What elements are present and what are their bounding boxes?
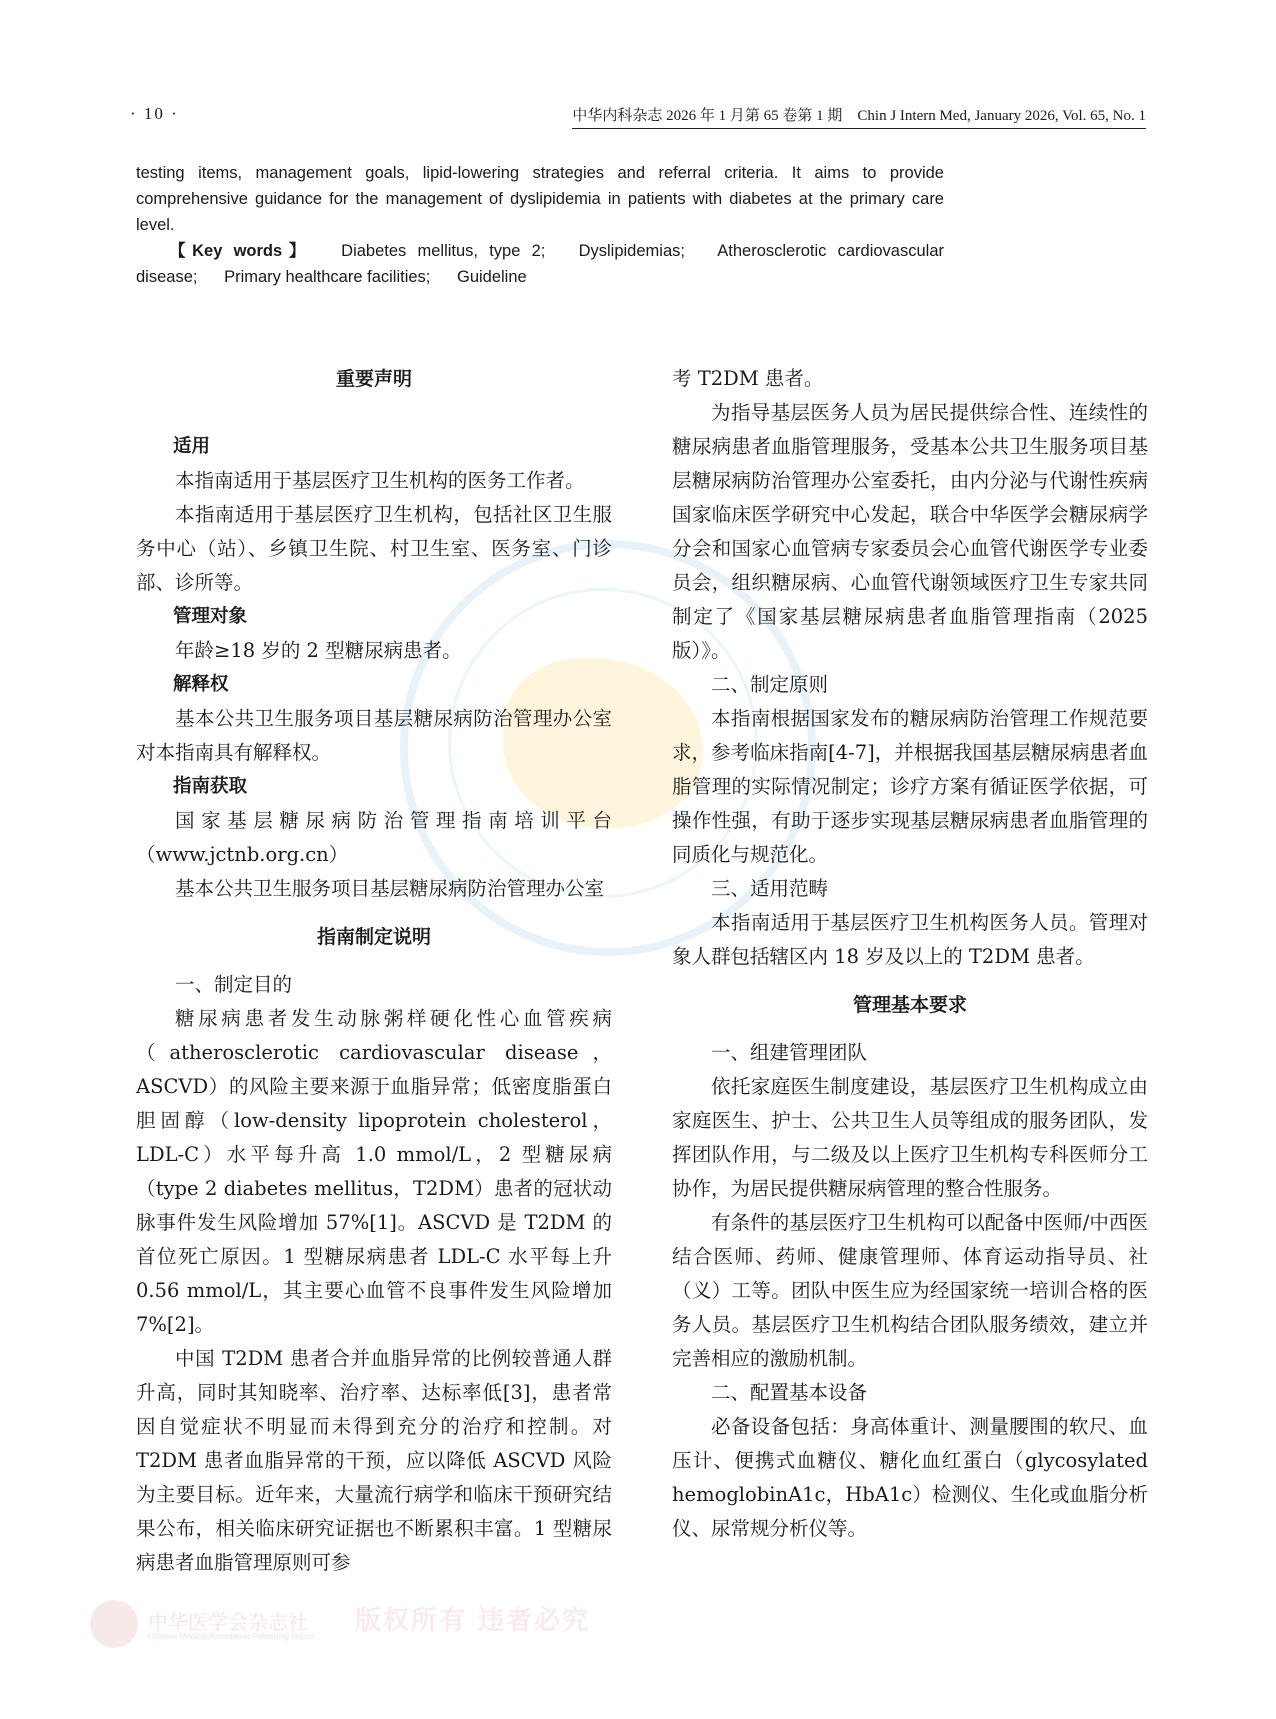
paragraph-continued: 考 T2DM 患者。: [672, 367, 824, 390]
keyword: Dyslipidemias;: [578, 242, 685, 260]
keyword: Diabetes mellitus, type 2;: [341, 242, 546, 260]
section-title-declaration: 重要声明: [335, 368, 412, 390]
paragraph: 基本公共卫生服务项目基层糖尿病防治管理办公室: [175, 877, 605, 900]
subhead-access: 指南获取: [173, 776, 248, 797]
subhead-scope: 适用: [173, 436, 211, 457]
paragraph: 本指南适用于基层医疗卫生机构，包括社区卫生服务中心（站）、乡镇卫生院、村卫生室、医务室、门诊部、诊所等。: [136, 503, 612, 594]
abstract-block: [136, 160, 944, 290]
copyright-watermark: 版权所有 违者必究: [355, 1606, 591, 1636]
paragraph: 有条件的基层医疗卫生机构可以配备中医师/中西医结合医师、药师、健康管理师、体育运动指导员、社（义）工等。团队中医生应为经国家统一培训合格的医务人员。基层医疗卫生机构结合团队服务绩效，建立并完善相应的激励机制。: [672, 1211, 1148, 1370]
paragraph: 为指导基层医务人员为居民提供综合性、连续性的糖尿病患者血脂管理服务，受基本公共卫生服务项目基层糖尿病防治管理办公室委托，由内分泌与代谢性疾病国家临床医学研究中心发起，联合中华医学会糖尿病学分会和国家心血管病专家委员会心血管代谢医学专业委员会，组织糖尿病、心血管代谢领域医疗卫生专家共同制定了《国家基层糖尿病患者血脂管理指南（2025 版）》。: [672, 401, 1148, 662]
page-header: [0, 0, 1276, 130]
keywords-line: [136, 238, 944, 290]
numbered-heading: 一、制定目的: [175, 973, 293, 996]
keywords-label: 【Key words】: [169, 242, 312, 260]
keyword: Primary healthcare facilities;: [224, 268, 431, 286]
page-number: · 10 ·: [130, 104, 179, 123]
paragraph: 基本公共卫生服务项目基层糖尿病防治管理办公室对本指南具有解释权。: [136, 707, 612, 764]
subhead-interpretation: 解释权: [173, 674, 229, 695]
section-title-basic-requirements: 管理基本要求: [852, 994, 967, 1016]
numbered-heading: 二、配置基本设备: [711, 1381, 868, 1404]
paragraph: 必备设备包括：身高体重计、测量腰围的软尺、血压计、便携式血糖仪、糖化血红蛋白（glycosylated hemoglobinA1c，HbA1c）检测仪、生化或血脂分析仪、尿常规分析仪等。: [672, 1415, 1148, 1540]
paragraph: 国家基层糖尿病防治管理指南培训平台（www.jctnb.org.cn）: [136, 809, 612, 866]
publisher-name-en: Chinese Medical Association Publishing House: [148, 1632, 315, 1641]
keyword: Guideline: [456, 268, 527, 286]
paragraph: 年龄≥18 岁的 2 型糖尿病患者。: [175, 639, 462, 662]
numbered-heading: 二、制定原则: [711, 673, 829, 696]
publisher-logo-icon: [90, 1600, 138, 1648]
paragraph: 糖尿病患者发生动脉粥样硬化性心血管疾病（atherosclerotic cardiovascular disease，ASCVD）的风险主要来源于血脂异常；低密度脂蛋白胆固醇（low-density lipoprotein cholesterol，LDL-C）水平每升高 1.0 mmol/L，2 型糖尿病（type 2 diabetes mellitus，T2DM）患者的冠状动脉事件发生风险增加 57%[1]。ASCVD 是 T2DM 的首位死亡原因。1 型糖尿病患者 LDL-C 水平每上升 0.56 mmol/L，其主要心血管不良事件发生风险增加 7%[2]。: [136, 1007, 612, 1336]
paragraph: 依托家庭医生制度建设，基层医疗卫生机构成立由家庭医生、护士、公共卫生人员等组成的服务团队，发挥团队作用，与二级及以上医疗卫生机构专科医师分工协作，为居民提供糖尿病管理的整合性服务。: [672, 1075, 1148, 1200]
paragraph: 本指南根据国家发布的糖尿病防治管理工作规范要求，参考临床指南[4-7]，并根据我国基层糖尿病患者血脂管理的实际情况制定；诊疗方案有循证医学依据，可操作性强，有助于逐步实现基层糖尿病患者血脂管理的同质化与规范化。: [672, 707, 1148, 866]
paragraph: 本指南适用于基层医疗卫生机构的医务工作者。: [175, 469, 585, 492]
keyword: Atherosclerotic cardiovascular disease;: [136, 242, 944, 286]
left-column: [136, 362, 612, 1580]
numbered-heading: 一、组建管理团队: [711, 1041, 868, 1064]
section-title-guideline-notes: 指南制定说明: [316, 926, 431, 948]
subhead-target: 管理对象: [173, 606, 248, 627]
publisher-name: 中华医学会杂志社: [148, 1610, 308, 1634]
abstract-text: testing items, management goals, lipid-lowering strategies and referral criteria. It aims to provide comprehensive guidance for the management of dyslipidemia in patients with diabetes at the primary care level.: [136, 164, 944, 234]
right-column: [672, 362, 1148, 1546]
paragraph: 中国 T2DM 患者合并血脂异常的比例较普通人群升高，同时其知晓率、治疗率、达标率低[3]，患者常因自觉症状不明显而未得到充分的治疗和控制。对 T2DM 患者血脂异常的干预，应以降低 ASCVD 风险为主要目标。近年来，大量流行病学和临床干预研究结果公布，相关临床研究证据也不断累积丰富。1 型糖尿病患者血脂管理原则可参: [136, 1347, 612, 1574]
paragraph: 本指南适用于基层医疗卫生机构医务人员。管理对象人群包括辖区内 18 岁及以上的 T2DM 患者。: [672, 911, 1148, 968]
numbered-heading: 三、适用范畴: [711, 877, 829, 900]
journal-citation: 中华内科杂志 2026 年 1 月第 65 卷第 1 期 Chin J Intern Med, January 2026, Vol. 65, No. 1: [572, 104, 1146, 129]
